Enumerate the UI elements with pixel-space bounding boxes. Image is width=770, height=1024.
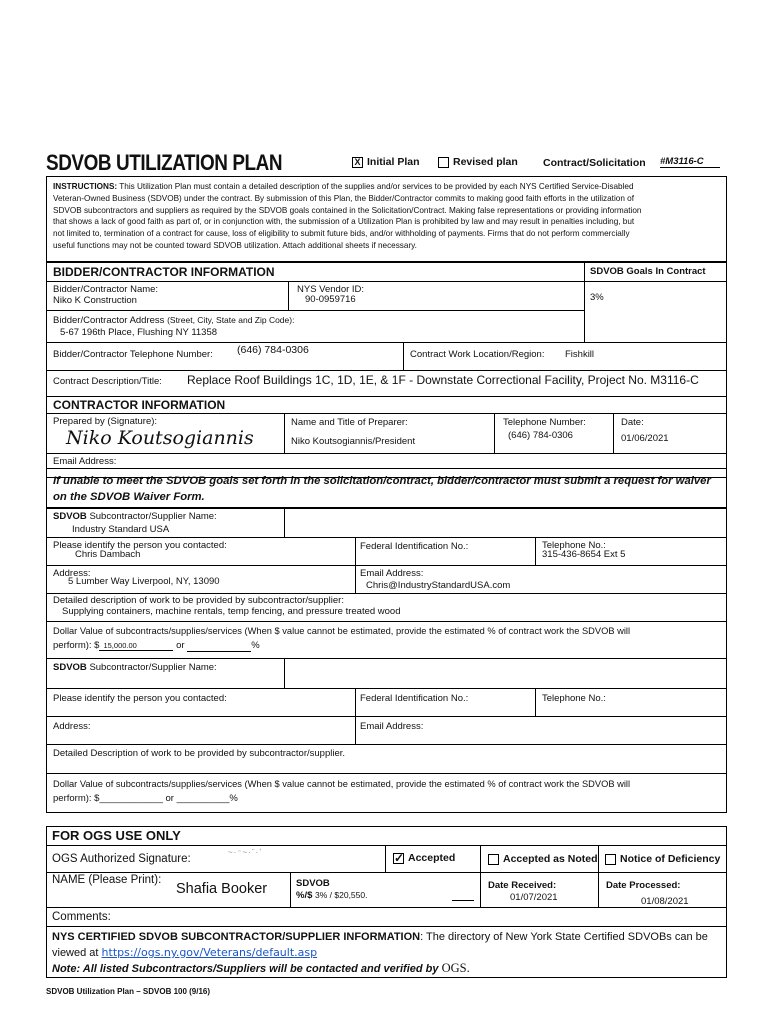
revised-plan-checkbox[interactable]: [438, 157, 449, 168]
prepared-by-label: Prepared by (Signature):: [53, 416, 158, 427]
accepted-noted-checkbox[interactable]: [488, 854, 499, 865]
date-label: Date:: [621, 417, 644, 428]
sub1-fed-id-label: Federal Identification No.:: [360, 541, 469, 552]
initial-plan-checkbox[interactable]: X: [352, 157, 363, 168]
verification-note-text: Note: All listed Subcontractors/Suppliers will be contacted and verified by: [52, 963, 439, 975]
pct-value[interactable]: 3% / $20,550.: [315, 890, 368, 900]
vendor-id-label: NYS Vendor ID:: [297, 284, 365, 295]
page-footer: SDVOB Utilization Plan – SDVOB 100 (9/16): [46, 987, 211, 996]
sub1-address-value[interactable]: 5 Lumber Way Liverpool, NY, 13090: [68, 576, 220, 587]
sub1-contact-value[interactable]: Chris Dambach: [75, 549, 141, 560]
sub2-email-label: Email Address:: [360, 721, 424, 732]
pct-label: %/$: [296, 890, 313, 901]
instructions-label: INSTRUCTIONS:: [53, 182, 118, 191]
bidder-address-label: [53, 315, 294, 326]
sub1-email-label: Email Address:: [360, 568, 424, 579]
bidder-phone-value[interactable]: (646) 784-0306: [237, 344, 309, 356]
directory-info-text: : The directory of New York State Certified SDVOBs can be: [420, 931, 708, 943]
accepted-label: Accepted: [408, 852, 456, 864]
bidder-address-value[interactable]: 5-67 196th Place, Flushing NY 11358: [60, 327, 218, 338]
sub1-dollar-line1: Dollar Value of subcontracts/supplies/services (When $ value cannot be estimated, provide the estimated % of contract work the SDVOB will: [53, 626, 631, 636]
sub1-address-label: Address:: [53, 568, 91, 579]
sub2-name-label-text: Subcontractor/Supplier Name:: [89, 662, 217, 673]
sub1-telephone-label: Telephone No.:: [542, 540, 606, 551]
contractor-section-title: CONTRACTOR INFORMATION: [53, 398, 226, 412]
date-processed-value[interactable]: 01/08/2021: [641, 896, 689, 907]
preparer-phone-value[interactable]: (646) 784-0306: [508, 430, 573, 441]
goals-title: SDVOB Goals In Contract: [590, 266, 706, 277]
address-hint-text: (Street, City, State and Zip Code):: [167, 315, 295, 325]
initial-plan-label: Initial Plan: [367, 156, 420, 168]
subcontractor-2-section: [46, 658, 727, 813]
instructions-text: [53, 181, 723, 252]
ogs-signature-label: OGS Authorized Signature:: [52, 853, 191, 865]
sub1-work-value[interactable]: Supplying containers, machine rentals, temp fencing, and pressure treated wood: [62, 606, 401, 617]
contract-desc-value[interactable]: Replace Roof Buildings 1C, 1D, 1E, & 1F - Downstate Correctional Facility, Project No. M3116-C: [187, 373, 699, 387]
directory-viewed-at: viewed at: [52, 947, 99, 959]
sub1-work-label: Detailed description of work to be provided by subcontractor/supplier:: [53, 595, 344, 606]
accepted-checkbox[interactable]: ✓: [394, 850, 405, 865]
comments-label: Comments:: [52, 911, 111, 923]
sub1-telephone-value[interactable]: 315-436-8654 Ext 5: [542, 549, 626, 560]
preparer-phone-label: Telephone Number:: [503, 417, 586, 428]
contractor-email-label: Email Address:: [53, 456, 117, 467]
initial-plan-option[interactable]: [352, 156, 420, 168]
address-label-text: Bidder/Contractor Address: [53, 315, 165, 326]
contract-desc-label: Contract Description/Title:: [53, 376, 162, 387]
deficiency-label: Notice of Deficiency: [620, 853, 721, 865]
sub1-dollar-value[interactable]: 15,000.00: [99, 641, 173, 651]
sub1-email-value[interactable]: Chris@IndustryStandardUSA.com: [366, 580, 511, 591]
instructions-line: that shows a lack of good faith as part of, or in conjunction with, the submission of a Utilization Plan is prohibited by law and may result in penalties including, but: [53, 217, 635, 227]
accepted-noted-label: Accepted as Noted: [503, 853, 598, 865]
revised-plan-option[interactable]: [438, 156, 518, 168]
sub2-contact-label: Please identify the person you contacted:: [53, 693, 227, 704]
work-location-value[interactable]: Fishkill: [565, 349, 595, 360]
revised-plan-label: Revised plan: [453, 156, 518, 168]
waiver-note-line1: If unable to meet the SDVOB goals set forth in the solicitation/contract, bidder/contractor must submit a request for waiver: [53, 475, 711, 487]
bidder-section-title: BIDDER/CONTRACTOR INFORMATION: [53, 265, 275, 279]
sdvob-pct-row: [296, 890, 367, 901]
contract-solicitation-label: Contract/Solicitation: [543, 157, 646, 169]
preparer-signature[interactable]: Niko Koutsogiannis: [66, 427, 254, 449]
sub1-dollar-or: or: [176, 640, 185, 651]
ogs-signature-scribble[interactable]: ~·⁻~·¨·ʼ: [228, 848, 262, 857]
deficiency-checkbox[interactable]: [605, 854, 616, 865]
date-value[interactable]: 01/06/2021: [621, 433, 669, 444]
date-received-value[interactable]: 01/07/2021: [510, 892, 558, 903]
sub1-percent-field[interactable]: [187, 640, 251, 652]
instructions-line: useful functions may not be counted toward SDVOB utilization. Attach additional sheets if necessary.: [53, 240, 417, 250]
sub1-dollar-line2: [53, 640, 260, 652]
accepted-option[interactable]: [393, 852, 455, 864]
sub2-telephone-label: Telephone No.:: [542, 693, 606, 704]
bidder-phone-label: Bidder/Contractor Telephone Number:: [53, 349, 213, 360]
contract-solicitation-value[interactable]: #M3116-C: [660, 156, 720, 168]
sub2-name-label-bold: SDVOB: [53, 662, 87, 673]
form-title: SDVOB UTILIZATION PLAN: [46, 150, 283, 175]
directory-link-line: [52, 946, 317, 959]
instructions-line: Veteran-Owned Business (SDVOB) under the contract. By submission of this Plan, the Bidder/Contractor commits to making good faith efforts in the utilization of: [53, 193, 634, 203]
vendor-id-value[interactable]: 90-0959716: [305, 294, 356, 305]
sub2-work-label: Detailed Description of work to be provided by subcontractor/supplier.: [53, 748, 346, 759]
sub1-percent-sign: %: [251, 640, 260, 651]
sub2-dollar-line1: Dollar Value of subcontracts/supplies/services (When $ value cannot be estimated, provide the estimated % of contract work the SDVOB will: [53, 779, 631, 789]
preparer-name-label: Name and Title of Preparer:: [291, 417, 408, 428]
sub1-dollar-prefix: perform): $: [53, 640, 100, 651]
date-received-label: Date Received:: [488, 880, 557, 891]
verification-note-end: OGS.: [441, 961, 470, 975]
sub2-fed-id-label: Federal Identification No.:: [360, 693, 469, 704]
goals-value[interactable]: 3%: [590, 292, 604, 303]
sub1-name-label: [53, 511, 217, 522]
verification-note: [52, 961, 470, 976]
date-processed-label: Date Processed:: [606, 880, 681, 891]
sub2-address-label: Address:: [53, 721, 91, 732]
ogs-section-title: FOR OGS USE ONLY: [52, 828, 181, 843]
ogs-name-value[interactable]: Shafia Booker: [176, 881, 268, 897]
directory-link[interactable]: https://ogs.ny.gov/Veterans/default.asp: [101, 946, 318, 959]
sub1-name-value[interactable]: Industry Standard USA: [72, 524, 170, 535]
deficiency-option[interactable]: [605, 853, 720, 865]
bidder-name-label: Bidder/Contractor Name:: [53, 284, 159, 295]
instructions-line: This Utilization Plan must contain a detailed description of the supplies and/or services to be provided by each NYS Certified Service-Disabled: [119, 182, 634, 191]
bidder-name-value[interactable]: Niko K Construction: [53, 295, 137, 306]
sdvob-pct-label: SDVOB: [296, 878, 330, 889]
preparer-name-value[interactable]: Niko Koutsogiannis/President: [291, 436, 416, 447]
waiver-note-line2: on the SDVOB Waiver Form.: [53, 491, 205, 503]
ogs-name-label: NAME (Please Print):: [52, 874, 162, 886]
directory-info-bold: NYS CERTIFIED SDVOB SUBCONTRACTOR/SUPPLIER INFORMATION: [52, 931, 421, 943]
sub2-name-label: [53, 662, 217, 673]
accepted-noted-option[interactable]: [488, 853, 598, 865]
instructions-line: not limited to, termination of a contract for cause, loss of eligibility to submit future bids, and/or withholding of payments. Firms that do not perform commercially: [53, 229, 630, 239]
sub2-dollar-line2[interactable]: perform): $____________ or __________%: [53, 793, 238, 804]
instructions-line: SDVOB subcontractors and suppliers as required by the SDVOB goals contained in the Solicitation/Contract. Making false representations or providing information: [53, 205, 642, 215]
sub1-contact-label: Please identify the person you contacted:: [53, 540, 227, 551]
sub1-name-label-bold: SDVOB: [53, 511, 87, 522]
work-location-label: Contract Work Location/Region:: [410, 349, 545, 360]
directory-info: [52, 931, 708, 943]
sub1-name-label-text: Subcontractor/Supplier Name:: [89, 511, 217, 522]
